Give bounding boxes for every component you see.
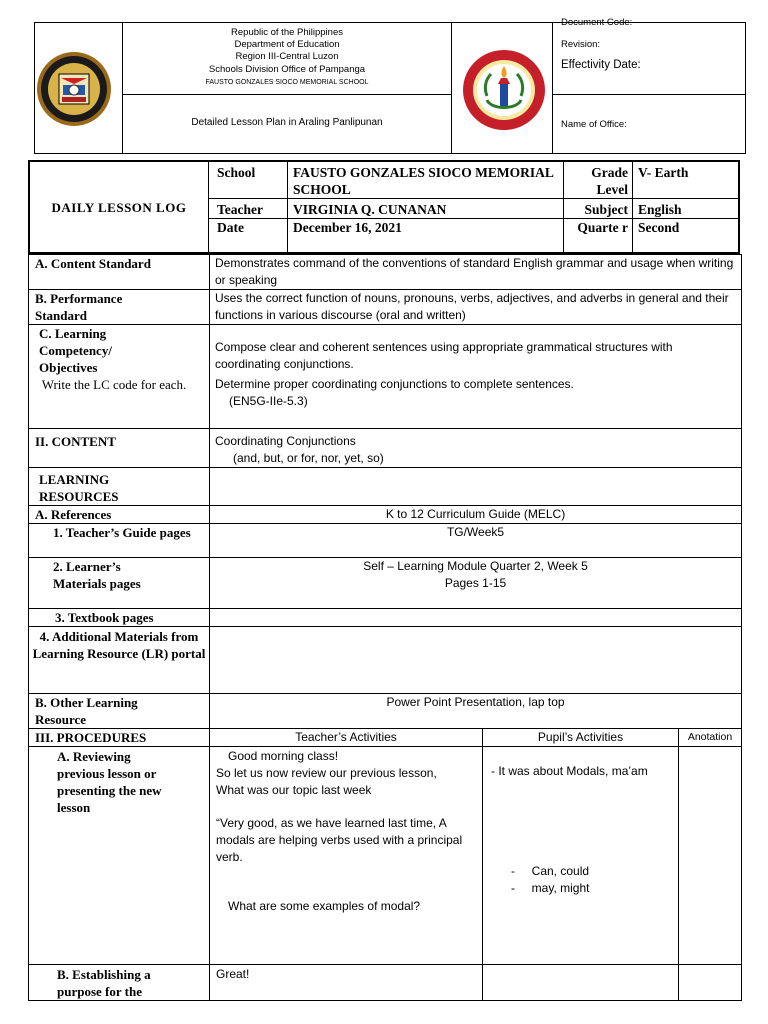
learners-materials-value — [210, 558, 742, 609]
learners-materials-text: 2. Learner’s Materials pages — [53, 559, 141, 591]
deped-seal-icon — [35, 50, 113, 128]
learners-module: Self – Learning Module Quarter 2, Week 5 — [363, 559, 588, 573]
content-standard-value: Demonstrates command of the conventions of standard English grammar and usage when writing or speaking — [210, 255, 742, 290]
learning-resources-label — [29, 468, 210, 506]
review-pupil-answer-3: - may, might — [511, 881, 590, 895]
review-pupil-answer-2: - Can, could — [511, 864, 590, 878]
teachers-guide-text: 1. Teacher’s Guide pages — [53, 525, 191, 540]
review-teacher-line-3: What was our topic last week — [216, 783, 372, 797]
learners-pages: Pages 1-15 — [444, 576, 507, 590]
other-resource-label — [29, 694, 210, 729]
textbook-label: 3. Textbook pages — [29, 609, 210, 627]
textbook-value — [210, 609, 742, 627]
performance-standard-value: Uses the correct function of nouns, pronouns, verbs, adjectives, and adverbs in general and their functions in various discourse (oral and written) — [210, 290, 742, 325]
content-standard-label: A. Content Standard — [29, 255, 210, 290]
competency-code: (EN5G-IIe-5.3) — [229, 394, 308, 408]
purpose-annotation-cell — [679, 965, 742, 1001]
subject-label: Subject — [564, 199, 633, 219]
teachers-guide-label — [29, 524, 210, 558]
agency-line: Schools Division Office of Pampanga — [208, 63, 366, 75]
school-label: School — [209, 162, 288, 199]
procedures-label: III. PROCEDURES — [29, 729, 210, 747]
office-label: Name of Office: — [553, 95, 746, 154]
teacher-activities-header: Teacher’s Activities — [210, 729, 483, 747]
review-pupil-cell — [483, 747, 679, 965]
other-resource-value: Power Point Presentation, lap top — [210, 694, 742, 729]
agency-line: Region III-Central Luzon — [235, 51, 339, 63]
purpose-teacher: Great! — [210, 965, 483, 1001]
content-sub: (and, but, or for, nor, yet, so) — [233, 451, 384, 465]
review-teacher-line-1: Good morning class! — [228, 749, 339, 763]
references-value: K to 12 Curriculum Guide (MELC) — [210, 506, 742, 524]
review-teacher-cell — [210, 747, 483, 965]
teacher-value: VIRGINIA Q. CUNANAN — [288, 199, 564, 219]
review-teacher-line-2: So let us now review our previous lesson, — [216, 766, 437, 780]
performance-standard-text: B. Performance Standard — [35, 291, 123, 323]
content-label: II. CONTENT — [29, 429, 210, 468]
document-info-cell — [553, 17, 746, 95]
date-value: December 16, 2021 — [288, 219, 564, 253]
quarter-label: Quarte r — [564, 219, 633, 253]
purpose-label-cell — [29, 965, 210, 1001]
content-topic: Coordinating Conjunctions — [215, 434, 356, 448]
additional-value — [210, 627, 742, 694]
daily-lesson-log-box — [28, 160, 740, 254]
annotation-header: Anotation — [679, 729, 742, 747]
competency-objective-2: Determine proper coordinating conjunctions to complete sentences. — [215, 377, 574, 391]
review-teacher-line-5: What are some examples of modal? — [228, 899, 421, 913]
additional-label: 4. Additional Materials from Learning Resource (LR) portal — [29, 627, 210, 694]
grade-value: V- Earth — [633, 162, 739, 199]
pupil-activities-header: Pupil’s Activities — [483, 729, 679, 747]
learners-materials-label — [29, 558, 210, 609]
grade-label: Grade Level — [564, 162, 633, 199]
revision-label: Revision: — [561, 39, 601, 50]
teacher-label: Teacher — [209, 199, 288, 219]
other-resource-text: B. Other Learning Resource — [35, 695, 138, 727]
review-label-cell — [29, 747, 210, 965]
lesson-plan-table — [28, 254, 741, 1001]
performance-standard-label — [29, 290, 210, 325]
document-code-label: Document Code: — [561, 17, 633, 28]
learning-resources-text: LEARNING RESOURCES — [39, 472, 119, 504]
quarter-value: Second — [633, 219, 739, 253]
teachers-guide-value: TG/Week5 — [210, 524, 742, 558]
document-header — [34, 17, 746, 154]
references-label: A. References — [29, 506, 210, 524]
purpose-label: B. Establishing a purpose for the — [57, 967, 151, 999]
school-line: FAUSTO GONZALES SIOCO MEMORIAL SCHOOL — [205, 78, 369, 86]
school-seal-icon — [461, 48, 547, 132]
review-annotation-cell — [679, 747, 742, 965]
log-title: DAILY LESSON LOG — [30, 162, 209, 252]
purpose-pupil-cell — [483, 965, 679, 1001]
school-value: FAUSTO GONZALES SIOCO MEMORIAL SCHOOL — [288, 162, 564, 199]
review-label: A. Reviewing previous lesson or presenting the new lesson — [57, 749, 162, 815]
agency-line: Republic of the Philippines — [231, 27, 343, 38]
date-label: Date — [209, 219, 288, 253]
competency-label: C. Learning Competency/ Objectives — [39, 326, 112, 375]
doc-title: Detailed Lesson Plan in Araling Panlipunan — [123, 95, 452, 154]
review-pupil-answer-1: - It was about Modals, ma’am — [491, 764, 648, 778]
competency-label-cell — [29, 325, 210, 429]
agency-block — [123, 23, 452, 95]
competency-sublabel: Write the LC code for each. — [41, 377, 187, 392]
subject-value: English — [633, 199, 739, 219]
effectivity-label: Effectivity Date: — [561, 59, 641, 71]
review-teacher-line-4: “Very good, as we have learned last time, A modals are helping verbs used with a principal verb. — [216, 816, 463, 864]
learning-resources-value — [210, 468, 742, 506]
content-value — [210, 429, 742, 468]
agency-line: Department of Education — [234, 39, 340, 51]
competency-value — [210, 325, 742, 429]
competency-objective-1: Compose clear and coherent sentences using appropriate grammatical structures with coordinating conjunctions. — [215, 340, 673, 371]
